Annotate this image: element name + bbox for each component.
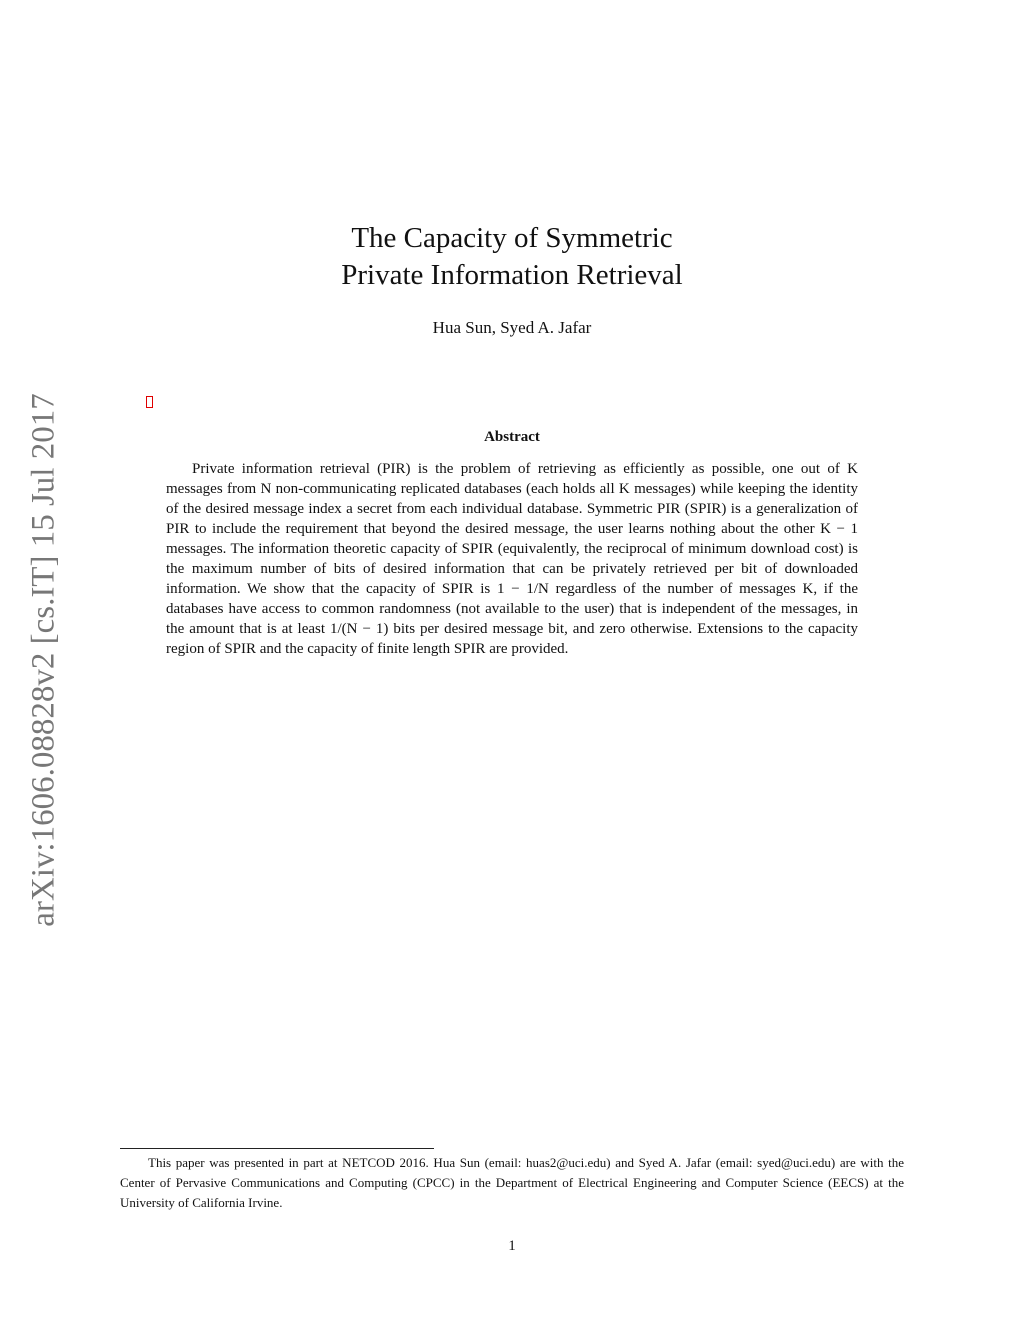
footnote: This paper was presented in part at NETCOD 2016. Hua Sun (email: huas2@uci.edu) and Syed A. Jafar (email: syed@uci.edu) are with the Center of Pervasive Communications and Computing (CPCC) in the Department of Electrical Engineering and Computer Science (EECS) at the University of California Irvine. [120, 1155, 904, 1210]
footnote-link-box[interactable] [146, 396, 153, 408]
arxiv-identifier: arXiv:1606.08828v2 [cs.IT] 15 Jul 2017 [25, 393, 62, 927]
title-line-1: The Capacity of Symmetric [351, 222, 673, 254]
title-line-2: Private Information Retrieval [341, 259, 683, 291]
abstract-text: Private information retrieval (PIR) is the problem of retrieving as efficiently as possible, one out of K messages from N non-communicating replicated databases (each holds all K messages) while keeping the identity of the desired message index a secret from each individual database. Symmetric PIR (SPIR) is a generalization of PIR to include the requirement that beyond the desired message, the user learns nothing about the other K − 1 messages. The information theoretic capacity of SPIR (equivalently, the reciprocal of minimum download cost) is the maximum number of bits of desired information that can be privately retrieved per bit of downloaded information. We show that the capacity of SPIR is 1 − 1/N regardless of the number of messages K, if the databases have access to common randomness (not available to the user) that is independent of the messages, in the amount that is at least 1/(N − 1) bits per desired message bit, and zero otherwise. Extensions to the capacity region of SPIR and the capacity of finite length SPIR are provided. [166, 461, 858, 657]
abstract-heading: Abstract [484, 429, 540, 445]
paper-title [200, 220, 824, 294]
page-number: 1 [508, 1238, 516, 1254]
authors: Hua Sun, Syed A. Jafar [432, 318, 592, 337]
footnote-divider [120, 1148, 434, 1149]
